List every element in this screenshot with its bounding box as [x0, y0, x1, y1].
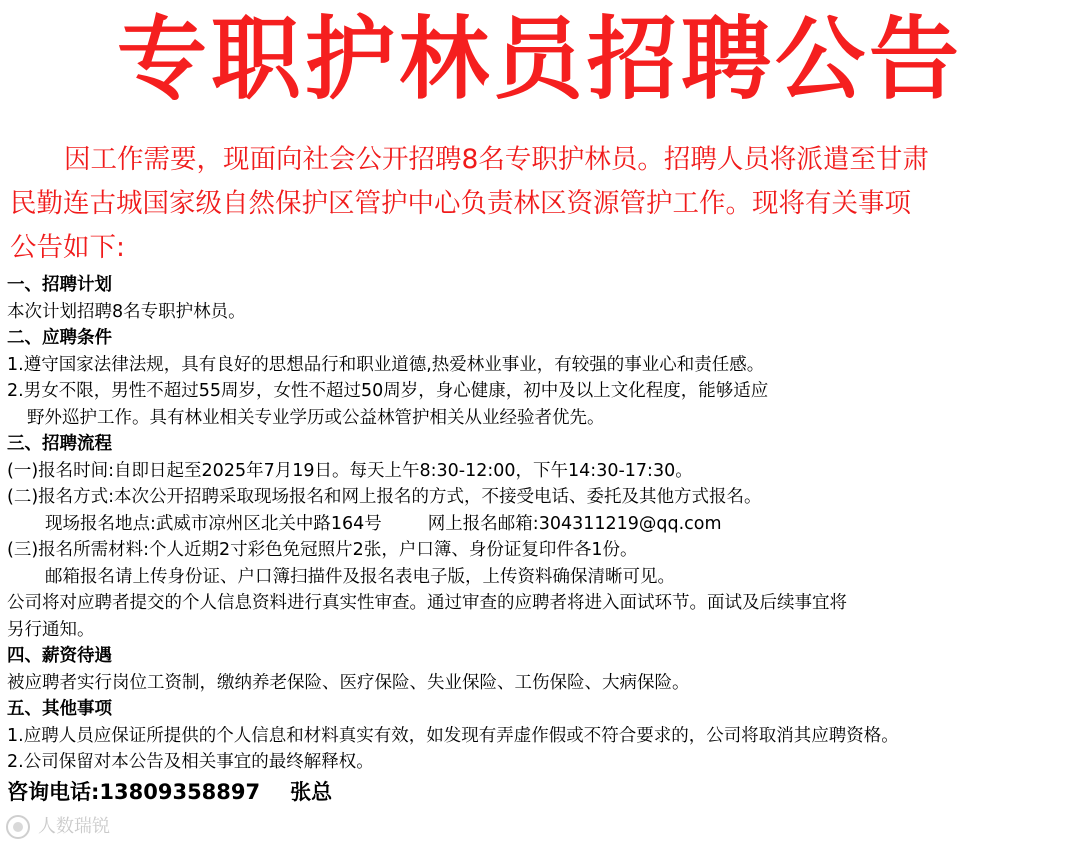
process-item-1: (一)报名时间:自即日起至2025年7月19日。每天上午8:30-12:00，下午14:30-17:30。	[7, 460, 693, 481]
process-item-2: (二)报名方式:本次公开招聘采取现场报名和网上报名的方式，不接受电话、委托及其他方式报名。	[7, 487, 762, 507]
watermark-text: 人数瑞锐	[38, 816, 110, 837]
intro-line-2: 民勤连古城国家级自然保护区管护中心负责林区资源管护工作。现将有关事项	[10, 188, 911, 219]
notice-title: 专职护林员招聘公告	[117, 7, 963, 112]
section-heading-process: 三、招聘流程	[7, 434, 112, 454]
process-item-3: (三)报名所需材料:个人近期2寸彩色免冠照片2张，户口簿、身份证复印件各1份。	[7, 540, 638, 560]
notice-body	[7, 272, 1075, 807]
registration-email[interactable]: 网上报名邮箱:304311219@qq.com	[427, 513, 722, 534]
contact-name: 张总	[290, 779, 333, 804]
contact-phone[interactable]: 咨询电话:13809358897	[7, 779, 261, 804]
contact-line	[7, 777, 1075, 807]
camera-watermark-icon	[6, 815, 30, 839]
watermark	[6, 812, 110, 839]
section-heading-plan: 一、招聘计划	[7, 275, 112, 295]
plan-text: 本次计划招聘8名专职护林员。	[7, 301, 246, 322]
section-heading-requirements: 二、应聘条件	[7, 328, 112, 348]
section-heading-salary: 四、薪资待遇	[7, 646, 112, 666]
review-text-2: 另行通知。	[7, 619, 95, 640]
salary-text: 被应聘者实行岗位工资制，缴纳养老保险、医疗保险、失业保险、工伤保险、大病保险。	[7, 672, 690, 693]
review-text-1: 公司将对应聘者提交的个人信息资料进行真实性审查。通过审查的应聘者将进入面试环节。面试及后续事宜将	[7, 593, 847, 613]
other-item-1: 1.应聘人员应保证所提供的个人信息和材料真实有效，如发现有弄虚作假或不符合要求的，公司将取消其应聘资格。	[7, 725, 899, 746]
other-item-2: 2.公司保留对本公告及相关事宜的最终解释权。	[7, 752, 374, 772]
section-heading-other: 五、其他事项	[7, 699, 112, 719]
registration-details	[7, 511, 1075, 538]
requirement-item-2-continued: 野外巡护工作。具有林业相关专业学历或公益林管护相关从业经验者优先。	[27, 407, 605, 428]
intro-line-3: 公告如下:	[10, 232, 125, 263]
intro-paragraph	[10, 138, 1072, 270]
intro-line-1: 因工作需要，现面向社会公开招聘8名专职护林员。招聘人员将派遣至甘肃	[64, 144, 929, 175]
process-item-3-note: 邮箱报名请上传身份证、户口簿扫描件及报名表电子版，上传资料确保清晰可见。	[45, 566, 675, 587]
registration-location: 现场报名地点:武威市凉州区北关中路164号	[45, 513, 382, 534]
requirement-item-2: 2.男女不限，男性不超过55周岁，女性不超过50周岁，身心健康，初中及以上文化程度，能够适应	[7, 381, 769, 401]
requirement-item-1: 1.遵守国家法律法规，具有良好的思想品行和职业道德,热爱林业事业，有较强的事业心和责任感。	[7, 354, 765, 375]
